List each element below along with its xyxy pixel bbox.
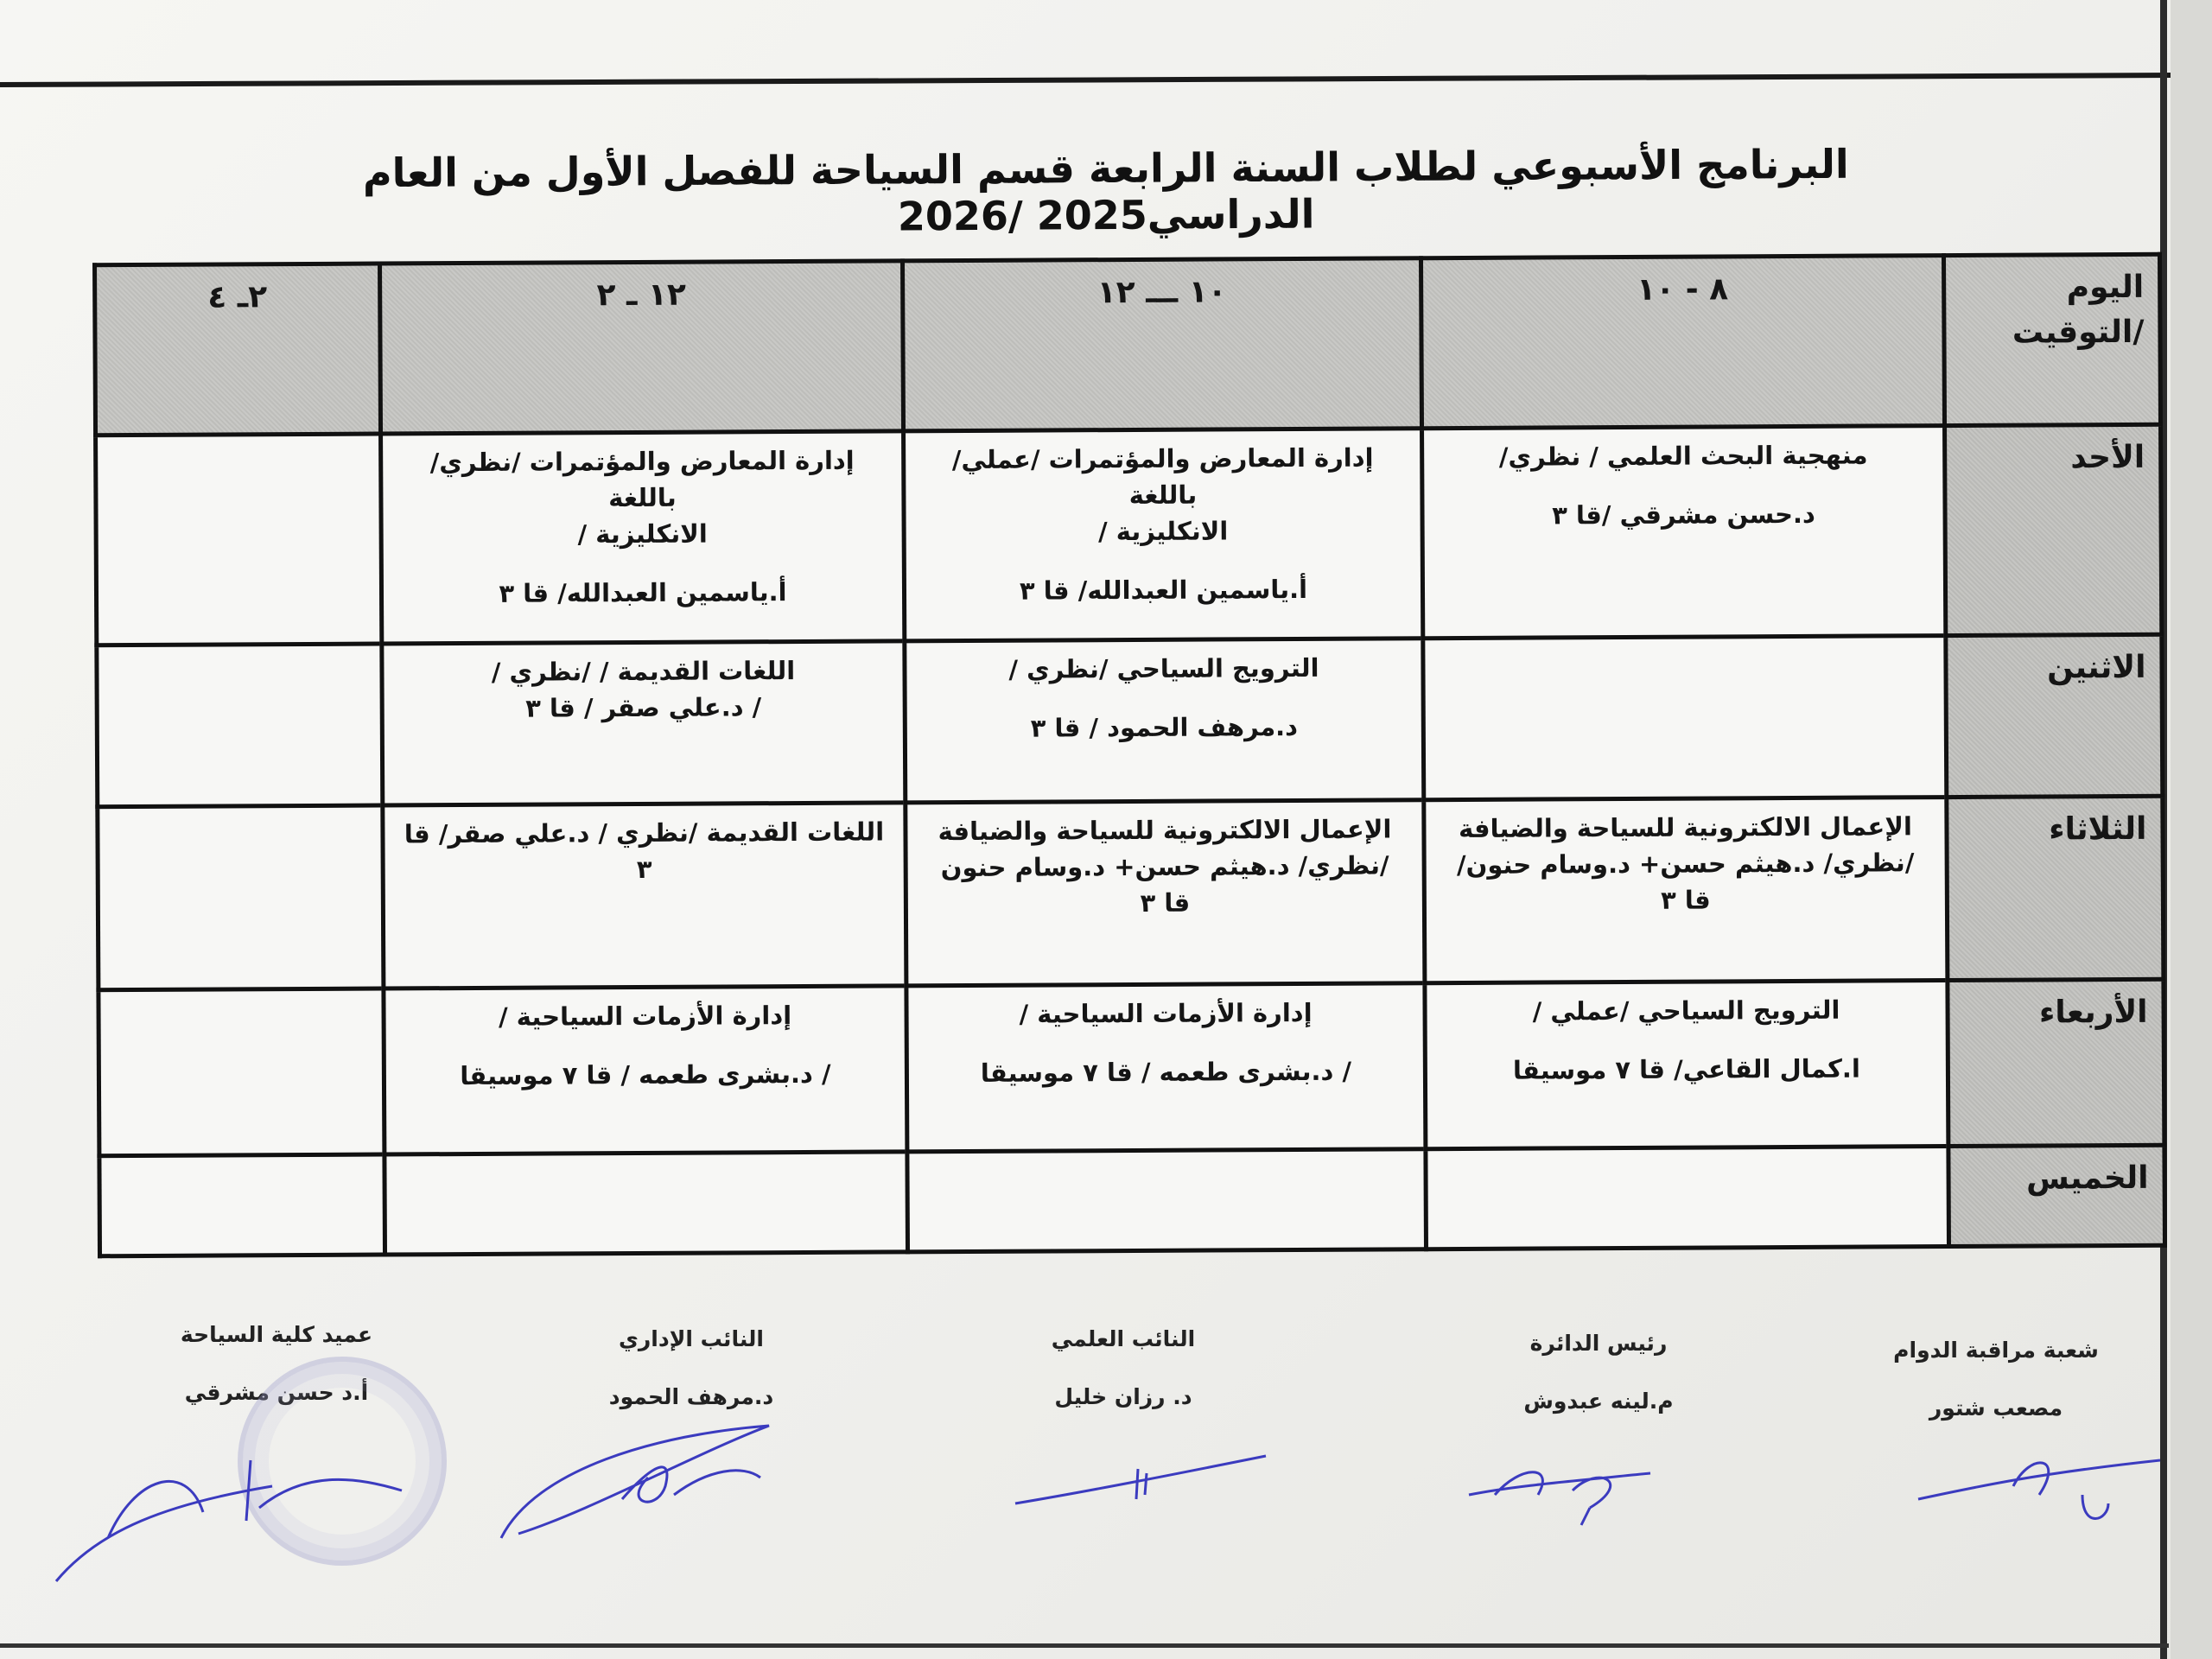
signature-scribble-attendance [1910,1434,2169,1538]
cell-spacer [400,1033,891,1058]
day-label: الأربعاء [1948,979,2164,1146]
cell-text-line: إدارة الأزمات السياحية / [1019,997,1313,1029]
day-row [99,1145,2165,1256]
cell-spacer [920,549,1407,574]
cell-spacer [397,551,888,576]
cell-text-line: /نظري/ د.هيثم حسن+ د.وسام حنون/ [1456,847,1915,880]
schedule-cell [1426,1146,1949,1249]
cell-text-line: الترويج السياحي /نظري / [1008,652,1319,684]
signature-block-scientific-deputy [985,1326,1262,1409]
cell-text-line: اللغات القديمة /نظري / د.علي صقر/ قا ٣ [404,817,885,884]
header-row [95,254,2161,435]
cell-text-line: قا ٣ [1140,887,1191,918]
cell-text-line: قا ٣ [1660,885,1711,915]
schedule-cell [97,644,383,807]
signature-block-attendance [1858,1338,2134,1421]
schedule-cell [906,982,1426,1151]
cell-text-line: الانكليزية / [577,518,708,550]
cell-spacer [1438,473,1929,498]
signature-scribble-administrative-deputy [484,1417,778,1555]
signature-block-department-head [1460,1331,1737,1414]
cell-text-line: د.حسن مشرقي /قا ٣ [1552,499,1815,531]
cell-text-line: الانكليزية / [1097,516,1229,547]
schedule-cell [905,638,1424,802]
day-row [97,634,2163,806]
cell-text-line: / د.بشرى طعمه / قا ٧ موسيقا [460,1058,831,1090]
day-label: الاثنين [1946,634,2163,797]
schedule-cell [99,1154,385,1256]
cell-text-line: الإعمال الالكترونية للسياحة والضيافة [1458,810,1912,843]
schedule-cell [906,799,1425,985]
corner-label-time: /التوقيت [2012,315,2145,351]
cell-text-line: /نظري/ د.هيثم حسن+ د.وسام حنون [940,850,1389,882]
signature-role: النائب الإداري [619,1326,764,1351]
cell-text-line: الإعمال الالكترونية للسياحة والضيافة [938,813,1392,846]
day-label: الثلاثاء [1947,796,2164,981]
slot-header-3: ١٢ ـ ٢ [380,261,904,434]
page-edge-bottom [0,1643,2169,1648]
cell-text-line: اللغات القديمة / /نظري / [491,655,796,687]
document-title: البرنامج الأسبوعي لطلاب السنة الرابعة قسم السياحة للفصل الأول من العام الدراسي2025 /2026 [362,140,1849,240]
cell-text-line: أ.ياسمين العبدالله/ قا ٣ [499,577,787,609]
schedule-cell [385,1152,908,1255]
signature-role: رئيس الدائرة [1529,1331,1668,1356]
signature-name: مصعب شتور [1929,1395,2063,1421]
cell-text-line: الترويج السياحي /عملي / [1532,995,1840,1027]
signature-scribble-scientific-deputy [1007,1434,1274,1516]
cell-text-line: إدارة الأزمات السياحية / [498,1000,792,1032]
signature-scribble-dean [48,1408,410,1590]
page-edge-top [0,73,2173,87]
schedule-cell [96,434,382,645]
weekly-schedule-table [92,252,2167,1259]
signature-block-administrative-deputy [553,1326,830,1409]
schedule-cell [381,431,905,644]
page-background-strip [2171,0,2212,1659]
day-row [98,796,2164,990]
schedule-cell [383,802,906,988]
slot-header-1: ٨ - ١٠ [1421,256,1944,429]
signature-name: أ.د حسن مشرقي [184,1380,369,1405]
cell-text-line: / د.بشرى طعمه / قا ٧ موسيقا [980,1056,1352,1088]
cell-spacer [923,1030,1409,1055]
signature-name: د.مرهف الحمود [608,1384,774,1409]
cell-spacer [921,685,1408,710]
corner-label-day: اليوم [2066,269,2145,306]
cell-text-line: د.مرهف الحمود / قا ٣ [1030,711,1299,743]
schedule-cell [1423,635,1947,799]
schedule-cell [384,986,907,1154]
signature-role: النائب العلمي [1051,1326,1196,1351]
schedule-cell [907,1148,1427,1251]
signature-scribble-department-head [1460,1439,1668,1534]
day-label: الأحد [1945,424,2162,635]
cell-spacer [1441,1027,1932,1052]
schedule-cell [382,640,906,804]
day-label: الخميس [1948,1145,2165,1247]
slot-header-4: ٢ـ ٤ [95,264,381,435]
schedule-cell [1424,797,1948,982]
schedule-cell [1425,980,1948,1148]
cell-text-line: منهجية البحث العلمي / نظري/ [1498,440,1868,472]
schedule-cell [98,805,384,990]
day-time-corner-header [1943,254,2160,425]
signature-role: عميد كلية السياحة [180,1322,373,1347]
signature-name: د. رزان خليل [1054,1384,1192,1409]
cell-text-line: إدارة المعارض والمؤتمرات /عملي/ باللغة [951,442,1374,511]
schedule-cell [1422,426,1946,639]
cell-text-line: ا.كمال القاعي/ قا ٧ موسيقا [1512,1053,1860,1085]
cell-text-line: أ.ياسمين العبدالله/ قا ٣ [1019,575,1308,606]
schedule-cell [99,988,385,1156]
slot-header-2: ١٠ ـــ ١٢ [903,258,1422,431]
day-row [96,424,2162,645]
day-row [99,979,2164,1156]
cell-text-line: إدارة المعارض والمؤتمرات /نظري/ باللغة [429,445,855,513]
signature-name: م.لينه عبدوش [1523,1389,1674,1414]
cell-text-line: / د.علي صقر / قا ٣ [525,691,762,723]
signature-role: شعبة مراقبة الدوام [1893,1338,2099,1363]
schedule-cell [904,429,1423,641]
